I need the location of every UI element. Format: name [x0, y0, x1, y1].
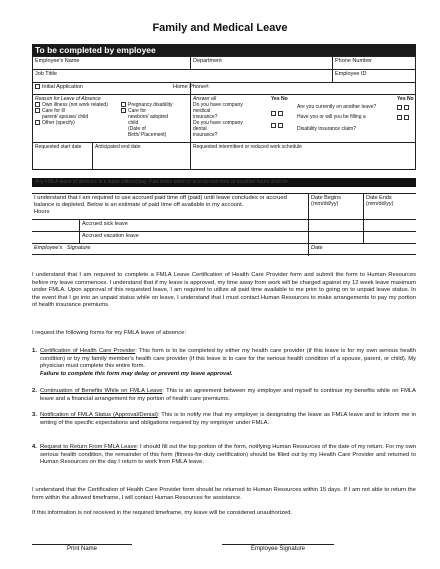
accrual-grid: [32, 193, 416, 255]
reason-care-for: Care for: [128, 108, 147, 114]
no-header: No: [281, 96, 288, 102]
list-item-3: [32, 412, 416, 427]
reason-pregnancy: Pregnancy disability: [128, 102, 173, 108]
item-heading: Request to Return From FMLA Leave: [40, 444, 137, 450]
paragraph-unauthorized: If this information is not received in the required timeframe, my leave will be considered unauthorized.: [32, 510, 293, 516]
home-phone-field[interactable]: [173, 83, 416, 95]
sick-begins-field[interactable]: [308, 220, 364, 232]
q1-line2: medical: [193, 108, 211, 114]
paragraph-understanding: I understand that I am required to complete a FMLA Leave Certification of Health Care Provider form and submit the form to Human Resources before my leave commences. I understand that if my leave is approved, my time away from work will be charged against my 12 week leave maximum under FMLA. Upon approval of this requested leave, I am required to utilize all paid time available to me prior to going on to unpaid leave status. In the event that I go into an unpaid status while on leave, I understand that I must contact Human Resources to make arrangements to pay my portion of health insurance premiums.: [32, 272, 416, 309]
department-field[interactable]: [191, 57, 333, 70]
reason-cell: [33, 95, 191, 143]
start-date-field[interactable]: [33, 143, 93, 169]
item-body: : This form is to be completed by either my health care provider (if this leave is for my own serious health condition) or by my family member's health care provider (if this leave is to care for the serious health condition of a spouse, parent, or child). My physician must complete this entire form.: [40, 348, 416, 370]
reason-care-ill-who: parent/ spouse/ child: [42, 114, 89, 120]
employee-info-grid: [32, 56, 416, 170]
list-item-2: [32, 388, 416, 403]
item-heading: Certification of Health Care Provider: [40, 348, 136, 354]
item-heading: Continuation of Benefits While on FMLA Leave: [40, 388, 163, 394]
vacation-leave-label: Accrued vacation leave: [82, 233, 139, 239]
reason-newborn: newborn/ adopted: [128, 114, 169, 120]
accrual-text: I understand that I am required to use accrued paid time off (paid) until leave concludes or accrued balance is depleted. Below is an estimate of paid time off available in my account.: [34, 195, 287, 208]
initial-application-checkbox[interactable]: [35, 84, 40, 89]
item-body: : This is an agreement between my employer and myself to continue my benefits while on FMLA leave and a financial arrangement for my portion of health care premiums.: [40, 388, 416, 402]
q2-line2: dental: [193, 126, 207, 132]
q1-yes-checkbox[interactable]: [271, 111, 276, 116]
vacation-leave-cell: [80, 232, 308, 244]
item-number: 4.: [32, 444, 37, 450]
unpaid-notice-band: Any FMLA leave of absence is a leave without pay. Paid leave taken in accrual sick time or vacation hours shall be: [32, 178, 416, 187]
sick-leave-label: Accrued sick leave: [82, 221, 128, 227]
form-title: Family and Medical Leave: [152, 22, 288, 34]
employee-signature-label: Employee Signature: [250, 546, 306, 552]
employee-label: Employee's: [34, 245, 63, 251]
q2-line1: Do you have company: [193, 120, 243, 126]
date-begins-label: Date Begins (mm/dd/yy): [311, 195, 341, 207]
list-item-1: [32, 348, 416, 378]
print-name-label: Print Name: [66, 546, 97, 552]
item-number: 3.: [32, 412, 37, 418]
hours-label: Hours: [34, 208, 50, 215]
care-newborn-checkbox[interactable]: [121, 108, 126, 113]
q2-line3: insurance?: [193, 132, 218, 138]
item-number: 1.: [32, 348, 37, 354]
care-ill-checkbox[interactable]: [35, 108, 40, 113]
no-header-right: No: [407, 96, 414, 102]
date-ends-label: Date Ends (mm/dd/yy): [366, 195, 394, 207]
department-label: Department: [193, 58, 222, 64]
r1-no-checkbox[interactable]: [404, 105, 409, 110]
vacation-begins-field[interactable]: [308, 232, 364, 244]
q1-line3: insurance?: [193, 114, 218, 120]
vacation-hours-field[interactable]: [32, 232, 80, 244]
r2-no-checkbox[interactable]: [404, 115, 409, 120]
signature-date-label: Date: [311, 245, 323, 251]
employee-id-field[interactable]: [333, 70, 416, 83]
end-date-field[interactable]: [93, 143, 191, 169]
schedule-label: Requested intermittent or reduced work schedule: [193, 144, 302, 150]
q2-yes-checkbox[interactable]: [271, 123, 276, 128]
sick-leave-cell: [80, 220, 308, 232]
reason-own-illness: Own illness (not work related): [42, 102, 108, 108]
list-item-4: [32, 444, 416, 467]
pregnancy-checkbox[interactable]: [121, 102, 126, 107]
item-warning: Failure to complete this form may delay or prevent my leave approval.: [40, 370, 233, 377]
q2-no-checkbox[interactable]: [278, 123, 283, 128]
signature-label: Signature: [66, 245, 91, 251]
item-heading: Notification of FMLA Status (Approval/Denial): [40, 412, 158, 418]
r2-yes-checkbox[interactable]: [397, 115, 402, 120]
phone-label: Phone Number: [335, 58, 372, 64]
section-band: To be completed by employee: [32, 44, 416, 56]
r3-label: Disability insurance claim?: [297, 126, 356, 132]
vacation-ends-field[interactable]: [364, 232, 416, 244]
job-title-field[interactable]: [33, 70, 333, 83]
r1-yes-checkbox[interactable]: [397, 105, 402, 110]
item-body: : This is to notify me that my employer is designating the leave as FMLA leave and to inform me in writing of the specific expectations and obligations required by my employer under FMLA.: [40, 412, 416, 426]
item-number: 2.: [32, 388, 37, 394]
reason-date-of: (Date of: [128, 126, 146, 132]
employee-name-field[interactable]: [33, 57, 191, 70]
reason-other: Other (specify): [42, 120, 75, 126]
date-begins-field[interactable]: [308, 194, 364, 220]
paragraph-return-form: I understand that the Certification of Health Care Provider form should be returned to Human Resources within 15 days. If I am not able to return the form within the allowed timeframe, I will contact Human Resources for assistance.: [32, 487, 416, 501]
yes-header-right: Yes: [397, 96, 406, 102]
reason-care-ill: Care for ill: [42, 108, 65, 114]
date-ends-field[interactable]: [364, 194, 416, 220]
accrual-text-cell: [32, 194, 308, 220]
q1-no-checkbox[interactable]: [278, 111, 283, 116]
paragraph-request: I request the following forms for my FMLA leave of absence:: [32, 330, 187, 336]
reason-birth-placement: Birth/ Placement): [128, 132, 167, 138]
schedule-field[interactable]: [191, 143, 416, 169]
sick-hours-field[interactable]: [32, 220, 80, 232]
employee-name-label: Employee's Name: [35, 58, 80, 64]
reason-header: Reason for Leave of Absence: [35, 96, 101, 102]
r1-label: Are you currently on another leave?: [297, 104, 377, 110]
home-phone-label: Home Phone#:: [173, 84, 210, 90]
signature-date-field[interactable]: [308, 244, 416, 256]
end-date-label: Anticipated end date: [95, 144, 141, 150]
phone-field[interactable]: [333, 57, 416, 70]
answer-header: Answer all: [193, 96, 217, 102]
reason-child: child: [128, 120, 139, 126]
initial-application-label: Initial Application: [42, 84, 83, 90]
item-body: : I should fill out the top portion of the form, notifying Human Resources of the date of my return. For my own serious health condition, the remainder of this form (fitness-for-duty certification) should be filled out by my Health Care Provider and returned to Human Resources on the day I return to work from FMLA leave.: [40, 444, 416, 466]
own-illness-checkbox[interactable]: [35, 102, 40, 107]
start-date-label: Requested start date: [35, 144, 82, 150]
sick-ends-field[interactable]: [364, 220, 416, 232]
answer-cell: [191, 95, 416, 143]
r2-label: Have you or will you be filling a: [297, 114, 366, 120]
employee-id-label: Employee ID: [335, 71, 367, 77]
yes-header: Yes: [271, 96, 280, 102]
other-checkbox[interactable]: [35, 120, 40, 125]
job-title-label: Job Tittle: [35, 71, 58, 77]
initial-application-cell: [33, 83, 191, 95]
signature-field[interactable]: [32, 244, 308, 256]
q1-line1: Do you have company: [193, 102, 243, 108]
